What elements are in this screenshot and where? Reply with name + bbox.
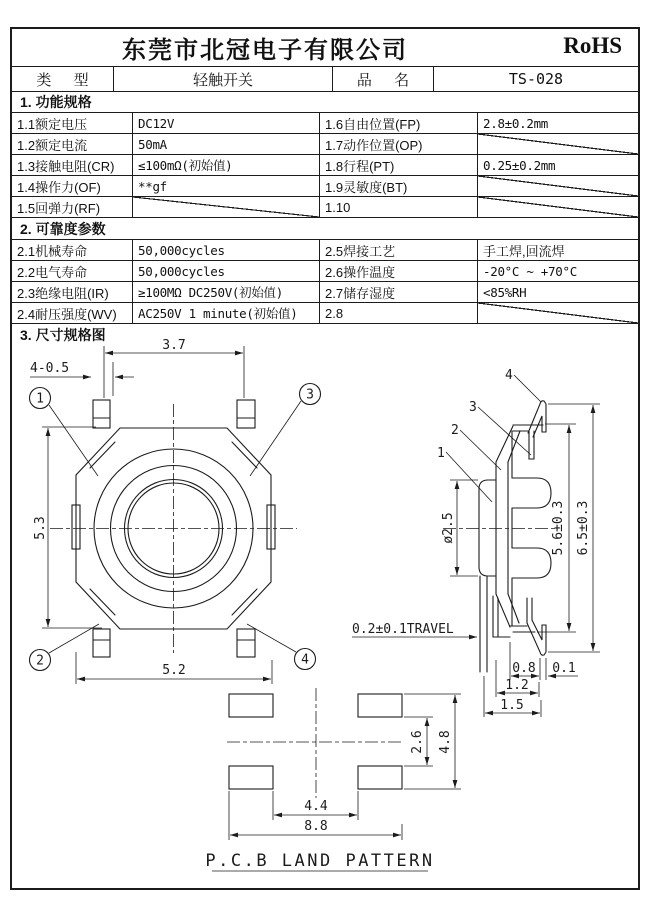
table-row: [12, 282, 638, 303]
spec-label: 1.9灵敏度(BT): [320, 176, 478, 196]
empty-cell-slash: [478, 176, 638, 196]
spec-label: 1.3接触电阻(CR): [12, 155, 133, 175]
dim-15: 1.5: [500, 698, 524, 713]
spec-value: <85%RH: [483, 284, 527, 300]
spec-value: 手工焊,回流焊: [483, 243, 565, 259]
spec-label: 1.2额定电流: [12, 134, 133, 154]
spec-label: 1.8行程(PT): [320, 155, 478, 175]
spec-value: ≤100mΩ(初始值): [133, 155, 320, 175]
spec-value: ≥100MΩ DC250V(初始值): [133, 282, 320, 302]
model-number: TS-028: [508, 70, 564, 88]
section3-title: 3. 尺寸规格图: [20, 327, 106, 343]
callout-1: 1: [36, 391, 44, 407]
dim-pad-gap-h: 4.4: [304, 799, 328, 814]
spec-value: 50,000cycles: [133, 261, 320, 281]
company-name: 东莞市北冠电子有限公司: [122, 38, 408, 64]
dim-top-width: 3.7: [162, 338, 186, 353]
callout-4: 4: [301, 652, 309, 668]
travel-label: 0.2±0.1TRAVEL: [352, 622, 454, 637]
spec-label: 1.10: [320, 197, 478, 217]
spec-label: 1.5回弹力(RF): [12, 197, 133, 217]
table-row: [12, 240, 638, 261]
dim-knob-diameter: ø2.5: [441, 512, 456, 544]
pcb-caption: P.C.B LAND PATTERN: [205, 851, 435, 871]
spec-label: 1.7动作位置(OP): [320, 134, 478, 154]
spec-label: 1.1额定电压: [12, 113, 133, 133]
sheet-frame: [10, 27, 640, 890]
spec-label: 2.7储存湿度: [320, 282, 478, 302]
table-row: [12, 134, 638, 155]
dim-leg-width: 4-0.5: [30, 361, 70, 376]
dim-01: 0.1: [552, 661, 576, 676]
spec-label: 2.2电气寿命: [12, 261, 133, 281]
empty-cell-slash: [133, 197, 320, 217]
spec-value: 0.25±0.2mm: [483, 157, 556, 173]
section1-title: 1. 功能规格: [12, 92, 638, 113]
dim-inner-height: 5.6±0.3: [551, 500, 566, 556]
rohs-mark: RoHS: [563, 33, 622, 58]
title-bar: [12, 29, 638, 67]
spec-value: 50mA: [133, 134, 320, 154]
empty-cell-slash: [478, 303, 638, 323]
dim-12: 1.2: [505, 678, 529, 693]
leader-4: 4: [505, 368, 513, 383]
empty-cell-slash: [478, 197, 638, 217]
leader-3: 3: [469, 400, 477, 415]
spec-label: 2.1机械寿命: [12, 240, 133, 260]
dim-pad-gap-v: 2.6: [410, 730, 425, 754]
dim-body-width: 5.2: [162, 663, 186, 678]
drawing-area: [12, 346, 638, 891]
name-label: 品 名: [333, 67, 434, 91]
dim-pad-pitch-h: 8.8: [304, 819, 328, 834]
dim-pad-pitch-v: 4.8: [438, 730, 453, 754]
spec-label: 1.6自由位置(FP): [320, 113, 478, 133]
leader-2: 2: [451, 423, 459, 438]
table-row: [12, 261, 638, 282]
type-label: 类 型: [12, 67, 114, 91]
section2-title: 2. 可靠度参数: [12, 218, 638, 240]
table-row: [12, 155, 638, 176]
leader-1: 1: [437, 446, 445, 461]
empty-cell-slash: [478, 134, 638, 154]
dim-08: 0.8: [512, 661, 536, 676]
spec-value: **gf: [133, 176, 320, 196]
callout-2: 2: [36, 653, 44, 669]
table-row: [12, 113, 638, 134]
spec-value: DC12V: [133, 113, 320, 133]
spec-value: -20°C ~ +70°C: [483, 263, 577, 279]
dim-body-height: 5.3: [33, 516, 48, 540]
type-name-row: [12, 67, 638, 92]
spec-label: 1.4操作力(OF): [12, 176, 133, 196]
spec-label: 2.4耐压强度(WV): [12, 303, 133, 323]
spec-label: 2.3绝缘电阻(IR): [12, 282, 133, 302]
table-row: [12, 176, 638, 197]
spec-value: 2.8±0.2mm: [483, 115, 549, 131]
table-row: [12, 197, 638, 218]
spec-label: 2.8: [320, 303, 478, 323]
spec-value: 50,000cycles: [133, 240, 320, 260]
type-value: 轻触开关: [114, 67, 333, 91]
spec-label: 2.5焊接工艺: [320, 240, 478, 260]
spec-label: 2.6操作温度: [320, 261, 478, 281]
dim-outer-height: 6.5±0.3: [576, 500, 591, 556]
spec-value: AC250V 1 minute(初始值): [133, 303, 320, 323]
callout-3: 3: [306, 387, 314, 403]
table-row: [12, 303, 638, 324]
